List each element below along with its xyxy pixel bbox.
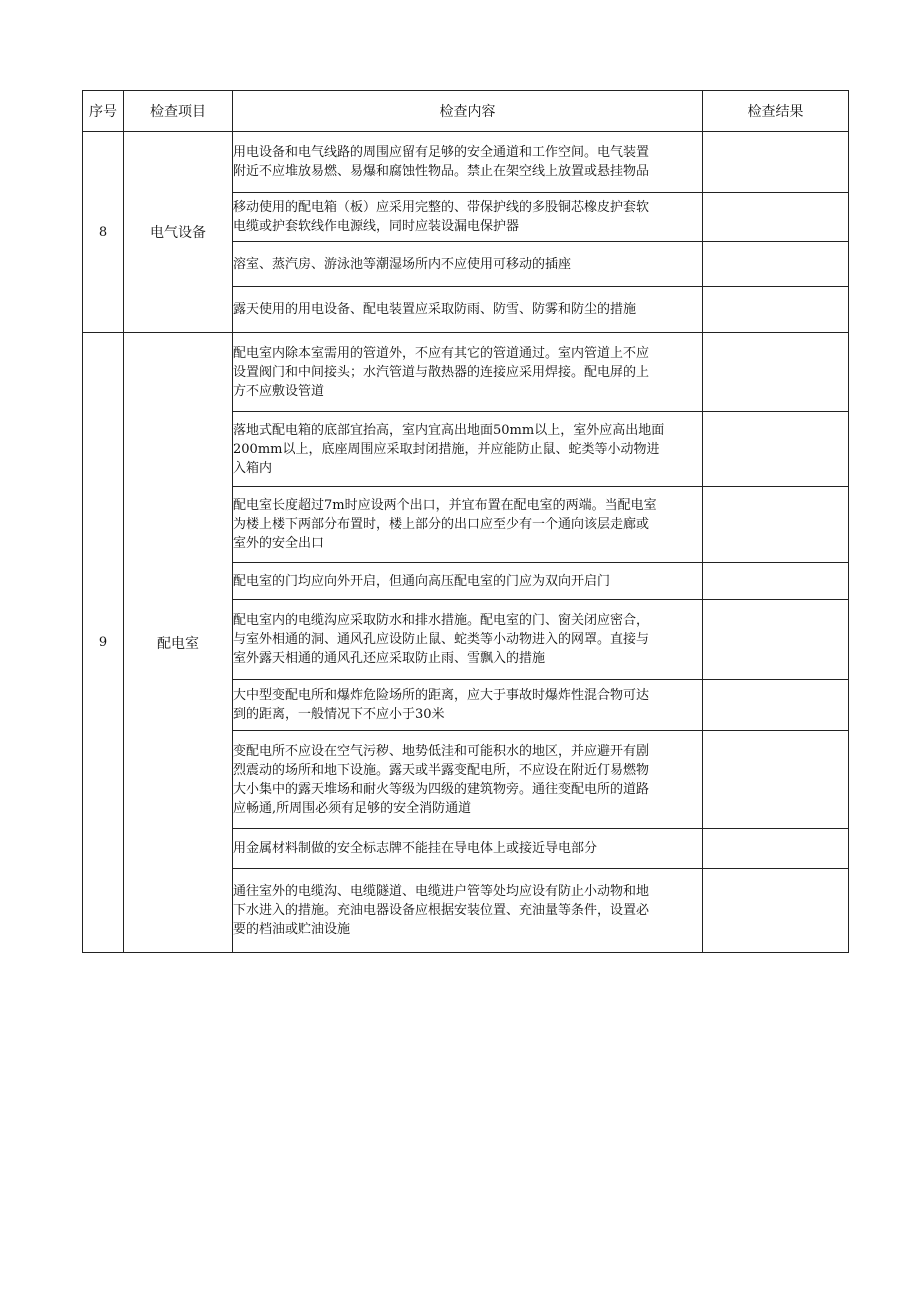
content-line: 应畅通,所周围必须有足够的安全消防通道 [233,800,472,816]
content-line: 与室外相通的洞、通风孔应设防止鼠、蛇类等小动物进入的网罩。直接与 [233,632,650,647]
content-line: 露天使用的用电设备、配电装置应采取防雨、防雪、防雾和防尘的措施 [233,302,637,317]
table-row [83,333,849,412]
content-line: 配电室的门均应向外开启，但通向高压配电室的门应为双向开启门 [233,573,611,589]
content-line: 移动使用的配电箱（板）应采用完整的、带保护线的多股铜芯橡皮护套软 [233,200,650,215]
content-line: 用金属材料制做的安全标志牌不能挂在导电体上或接近导电部分 [233,841,598,856]
group-seq: 8 [83,132,124,333]
result-cell[interactable] [703,600,849,680]
header-result: 检查结果 [703,91,849,132]
result-cell[interactable] [703,287,849,333]
table-row [83,132,849,193]
content-cell [233,242,703,287]
content-cell [233,869,703,953]
content-cell [233,829,703,869]
header-seq: 序号 [83,91,124,132]
result-cell[interactable] [703,869,849,953]
content-cell [233,132,703,193]
content-cell [233,412,703,487]
content-cell [233,193,703,242]
content-line: 通往室外的电缆沟、电缆隧道、电缆进户管等处均应设有防止小动物和地 [233,884,650,899]
content-cell [233,487,703,563]
result-cell[interactable] [703,731,849,829]
content-line: 到的距离，一般情况下不应小于30米 [233,707,445,722]
result-cell[interactable] [703,829,849,869]
content-line: 大中型变配电所和爆炸危险场所的距离，应大于事故时爆炸性混合物可达 [233,688,650,703]
content-line: 溶室、蒸汽房、游泳池等潮湿场所内不应使用可移动的插座 [233,256,572,272]
content-line: 下水进入的措施。充油电器设备应根据安装位置、充油量等条件，设置必 [233,903,650,918]
content-line: 电缆或护套软线作电源线，同时应装设漏电保护器 [233,219,520,234]
content-line: 室外的安全出口 [233,536,325,551]
content-line: 烈震动的场所和地下设施。露天或半露变配电所，不应设在附近仃易燃物 [233,762,650,778]
group-item: 电气设备 [124,132,233,333]
result-cell[interactable] [703,242,849,287]
content-line: 附近不应堆放易燃、易爆和腐蚀性物品。禁止在架空线上放置或悬挂物品 [233,164,650,179]
group-item: 配电室 [124,333,233,953]
content-cell [233,731,703,829]
content-cell [233,563,703,600]
content-line: 配电室内除本室需用的管道外，不应有其它的管道通过。室内管道上不应 [233,345,650,361]
content-line: 用电设备和电气线路的周围应留有足够的安全通道和工作空间。电气装置 [233,145,650,160]
result-cell[interactable] [703,412,849,487]
content-line: 配电室内的电缆沟应采取防水和排水措施。配电室的门、窗关闭应密合， [233,613,650,628]
table-header-row [83,91,849,132]
content-line: 配电室长度超过7m时应设两个出口，并宜布置在配电室的两端。当配电室 [233,498,657,513]
content-line: 大小集中的露天堆场和耐火等级为四级的建筑物旁。通往变配电所的道路 [233,781,650,797]
content-cell [233,600,703,680]
result-cell[interactable] [703,333,849,412]
content-line: 方不应敷设管道 [233,383,325,399]
content-line: 200mm以上，底座周围应采取封闭措施，并应能防止鼠、蛇类等小动物进 [233,441,660,457]
header-content: 检查内容 [233,91,703,132]
content-cell [233,680,703,731]
content-line: 为楼上楼下两部分布置时，楼上部分的出口应至少有一个通向该层走廊或 [233,517,650,532]
content-cell [233,333,703,412]
content-line: 室外露天相通的通风孔还应采取防止雨、雪飘入的措施 [233,651,546,666]
result-cell[interactable] [703,193,849,242]
group-seq: 9 [83,333,124,953]
content-line: 落地式配电箱的底部宜抬高，室内宜高出地面50mm以上，室外应高出地面 [233,422,665,438]
result-cell[interactable] [703,563,849,600]
inspection-table [82,90,849,953]
content-line: 要的档油或贮油设施 [233,922,351,937]
header-item: 检查项目 [124,91,233,132]
content-line: 设置阀门和中间接头；水汽管道与散热器的连接应采用焊接。配电屏的上 [233,364,650,380]
content-cell [233,287,703,333]
content-line: 变配电所不应设在空气污秽、地势低洼和可能积水的地区，并应避开有剧 [233,743,650,759]
result-cell[interactable] [703,487,849,563]
content-line: 入箱内 [233,460,273,476]
result-cell[interactable] [703,132,849,193]
result-cell[interactable] [703,680,849,731]
